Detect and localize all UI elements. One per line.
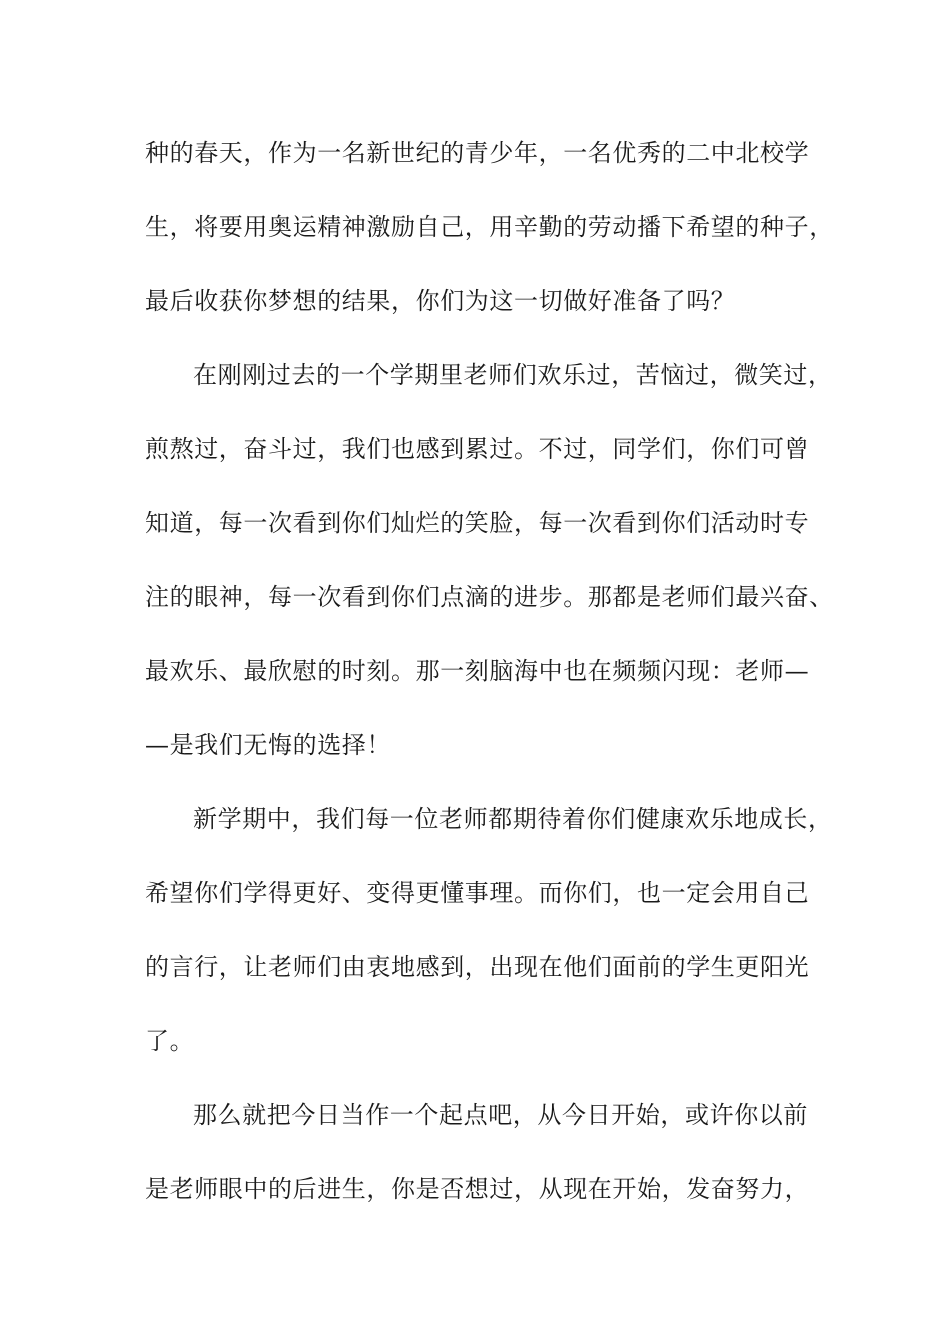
text-line: 生，将要用奥运精神激励自己，用辛勤的劳动播下希望的种子，	[145, 213, 834, 241]
text-line: 的言行，让老师们由衷地感到，出现在他们面前的学生更阳光	[145, 953, 810, 981]
text-line: 是老师眼中的后进生，你是否想过，从现在开始，发奋努力，	[145, 1175, 810, 1203]
text-line: 注的眼神，每一次看到你们点滴的进步。那都是老师们最兴奋、	[145, 583, 834, 611]
text-line: 最欢乐、最欣慰的时刻。那一刻脑海中也在频频闪现：老师—	[145, 657, 810, 685]
text-line: —是我们无悔的选择！	[145, 731, 391, 759]
paragraph-first-line: 那么就把今日当作一个起点吧，从今日开始，或许你以前	[193, 1101, 808, 1129]
text-line: 了。	[145, 1027, 195, 1055]
text-line: 希望你们学得更好、变得更懂事理。而你们，也一定会用自己	[145, 879, 810, 907]
text-line: 种的春天，作为一名新世纪的青少年，一名优秀的二中北校学	[145, 139, 810, 167]
text-line: 煎熬过，奋斗过，我们也感到累过。不过，同学们，你们可曾	[145, 435, 810, 463]
text-line: 知道，每一次看到你们灿烂的笑脸，每一次看到你们活动时专	[145, 509, 810, 537]
text-line: 最后收获你梦想的结果，你们为这一切做好准备了吗？	[145, 287, 736, 315]
paragraph-first-line: 在刚刚过去的一个学期里老师们欢乐过，苦恼过，微笑过，	[193, 361, 833, 389]
paragraph-first-line: 新学期中，我们每一位老师都期待着你们健康欢乐地成长，	[193, 805, 833, 833]
